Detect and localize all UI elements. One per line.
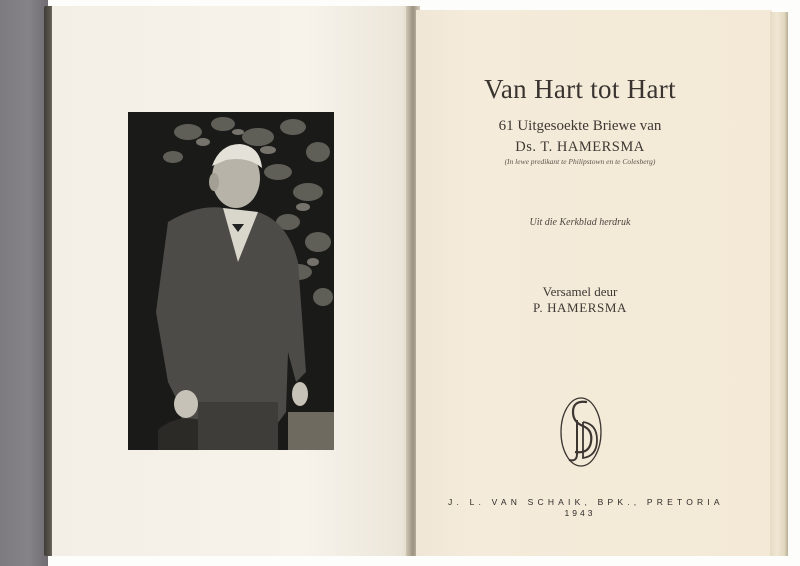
author-name: Ds. T. HAMERSMA — [515, 139, 645, 155]
collected-by-label: Versamel deur — [542, 284, 618, 299]
scanner-edge — [0, 0, 48, 566]
publisher-monogram-logo — [557, 392, 605, 470]
page-edges — [770, 12, 788, 556]
portrait-photo — [128, 112, 334, 450]
publication-year: 1943 — [564, 508, 596, 518]
frontispiece-photo — [128, 112, 334, 450]
book-title: Van Hart tot Hart — [484, 74, 676, 104]
editor-name: P. HAMERSMA — [532, 300, 627, 315]
author-note: (In lewe predikant te Philipstown en te Colesberg) — [504, 157, 656, 166]
reprint-note: Uit die Kerkblad herdruk — [529, 217, 631, 228]
publisher-line: J. L. VAN SCHAIK, BPK., PRETORIA — [448, 497, 724, 507]
book-subtitle: 61 Uitgesoekte Briewe van — [498, 118, 662, 134]
